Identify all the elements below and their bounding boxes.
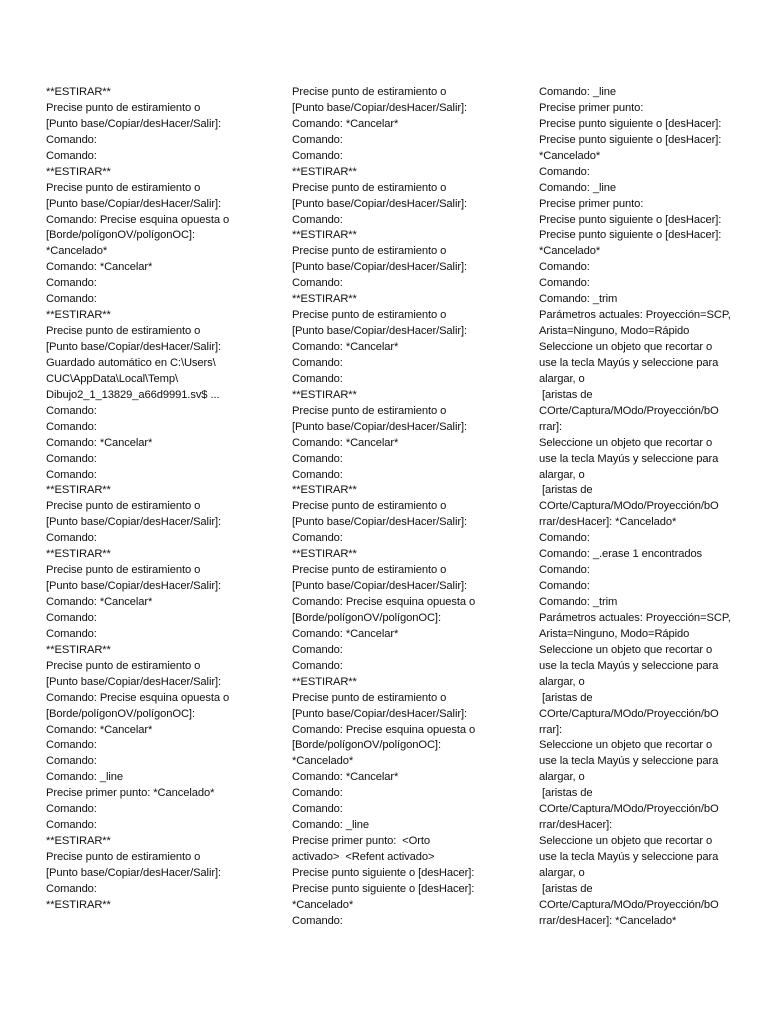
log-line: Comando: Precise esquina opuesta o: [46, 691, 230, 704]
log-line: Comando:: [292, 787, 343, 800]
log-line: *Cancelado*: [539, 149, 601, 162]
log-line: Precise punto siguiente o [desHacer]:: [539, 133, 722, 146]
log-line: **ESTIRAR**: [292, 165, 357, 178]
log-line: *Cancelado*: [292, 898, 354, 911]
log-line: [aristas de: [539, 787, 593, 800]
log-line: Comando: *Cancelar*: [46, 436, 153, 449]
log-line: [Punto base/Copiar/desHacer/Salir]:: [292, 261, 467, 274]
log-line: Comando:: [539, 564, 590, 577]
log-line: Comando: *Cancelar*: [292, 341, 399, 353]
log-line: Precise primer punto: *Cancelado*: [46, 787, 215, 800]
log-line: [Punto base/Copiar/desHacer/Salir]:: [46, 117, 221, 130]
log-line: alargar, o: [539, 866, 585, 879]
log-line: Comando:: [539, 165, 590, 178]
log-line: **ESTIRAR**: [46, 86, 111, 98]
log-line: [aristas de: [539, 882, 593, 895]
log-line: Precise punto de estiramiento o: [292, 404, 447, 417]
log-line: Comando:: [46, 404, 97, 417]
log-line: **ESTIRAR**: [46, 548, 111, 561]
log-line: Precise punto de estiramiento o: [46, 101, 201, 114]
log-line: use la tecla Mayús y seleccione para: [539, 851, 719, 863]
log-line: Comando:: [292, 659, 343, 672]
log-line: Comando:: [292, 149, 343, 162]
log-line: Comando:: [46, 819, 97, 832]
log-line: Guardado automático en C:\Users\: [46, 356, 216, 369]
log-line: **ESTIRAR**: [292, 388, 357, 401]
log-line: Dibujo2_1_13829_a66d9991.sv$ ...: [46, 388, 220, 401]
log-line: Precise punto de estiramiento o: [292, 500, 447, 513]
log-line: Comando: *Cancelar*: [292, 436, 399, 449]
log-line: Comando:: [539, 261, 590, 274]
log-line: [Punto base/Copiar/desHacer/Salir]:: [292, 516, 467, 529]
log-line: Comando: Precise esquina opuesta o: [292, 596, 476, 608]
log-line: Comando:: [46, 149, 97, 162]
log-line: Comando: _line: [46, 771, 123, 784]
log-line: Comando:: [46, 611, 97, 624]
log-line: Precise punto de estiramiento o: [292, 245, 447, 258]
log-line: Seleccione un objeto que recortar o: [539, 835, 713, 848]
log-line: Comando: _line: [292, 819, 369, 832]
log-line: Precise punto de estiramiento o: [292, 86, 447, 98]
log-line: Comando:: [46, 277, 97, 290]
log-line: **ESTIRAR**: [292, 293, 357, 306]
log-line: Precise punto siguiente o [desHacer]:: [292, 866, 475, 879]
log-line: Precise punto siguiente o [desHacer]:: [539, 117, 722, 130]
log-line: Precise punto de estiramiento o: [46, 851, 201, 863]
log-line: Precise punto siguiente o [desHacer]:: [539, 213, 722, 226]
log-line: [Punto base/Copiar/desHacer/Salir]:: [46, 866, 221, 879]
log-line: [aristas de: [539, 484, 593, 497]
log-line: Comando:: [46, 882, 97, 895]
log-line: Comando:: [46, 133, 97, 146]
log-line: [Borde/polígonOV/polígonOC]:: [46, 707, 195, 720]
log-line: [Borde/polígonOV/polígonOC]:: [292, 611, 441, 624]
log-line: **ESTIRAR**: [46, 898, 111, 911]
log-line: Comando:: [539, 580, 590, 593]
log-line: Comando:: [46, 755, 97, 768]
log-line: [aristas de: [539, 388, 593, 401]
log-line: Precise punto de estiramiento o: [292, 181, 447, 194]
log-line: Comando: _trim: [539, 596, 618, 608]
log-line: Comando:: [292, 468, 343, 481]
log-line: Comando:: [292, 914, 343, 927]
log-line: [Punto base/Copiar/desHacer/Salir]:: [46, 675, 221, 688]
log-line: [Punto base/Copiar/desHacer/Salir]:: [46, 341, 221, 353]
log-line: *Cancelado*: [292, 755, 354, 768]
log-line: Comando:: [46, 468, 97, 481]
log-line: Comando: *Cancelar*: [292, 117, 399, 130]
log-line: Seleccione un objeto que recortar o: [539, 739, 713, 752]
log-line: rrar/desHacer]: *Cancelado*: [539, 914, 677, 927]
log-line: Seleccione un objeto que recortar o: [539, 643, 713, 656]
log-line: [Borde/polígonOV/polígonOC]:: [46, 229, 195, 242]
log-line: rrar]:: [539, 420, 563, 433]
log-line: [Punto base/Copiar/desHacer/Salir]:: [292, 197, 467, 210]
log-line: [Punto base/Copiar/desHacer/Salir]:: [46, 580, 221, 593]
log-line: activado> <Refent activado>: [292, 851, 435, 863]
log-line: Comando:: [292, 372, 343, 385]
log-line: *Cancelado*: [539, 245, 601, 258]
log-line: Precise punto de estiramiento o: [46, 564, 201, 577]
log-line: rrar]:: [539, 723, 563, 736]
log-line: Precise punto siguiente o [desHacer]:: [292, 882, 475, 895]
log-line: Comando: Precise esquina opuesta o: [46, 213, 230, 226]
log-line: Seleccione un objeto que recortar o: [539, 436, 713, 449]
log-line: Comando:: [292, 532, 343, 545]
log-line: Comando:: [46, 420, 97, 433]
log-line: [Punto base/Copiar/desHacer/Salir]:: [46, 516, 221, 529]
log-line: alargar, o: [539, 675, 585, 688]
log-line: Arista=Ninguno, Modo=Rápido: [539, 325, 690, 338]
log-line: [Borde/polígonOV/polígonOC]:: [292, 739, 441, 752]
log-line: Parámetros actuales: Proyección=SCP,: [539, 309, 731, 322]
log-line: Comando: _trim: [539, 293, 618, 306]
log-line: Comando:: [292, 803, 343, 816]
log-line: rrar/desHacer]:: [539, 819, 613, 832]
log-line: [Punto base/Copiar/desHacer/Salir]:: [292, 707, 467, 720]
log-line: Comando:: [292, 133, 343, 146]
log-line: rrar/desHacer]: *Cancelado*: [539, 516, 677, 529]
log-line: **ESTIRAR**: [292, 229, 357, 242]
log-line: Comando:: [539, 532, 590, 545]
log-line: **ESTIRAR**: [46, 165, 111, 178]
log-line: *Cancelado*: [46, 245, 108, 258]
log-line: Comando: _line: [539, 181, 616, 194]
log-line: Comando:: [46, 452, 97, 465]
log-line: Seleccione un objeto que recortar o: [539, 341, 713, 353]
log-line: COrte/Captura/MOdo/Proyección/bO: [539, 898, 719, 911]
log-line: Precise punto de estiramiento o: [292, 691, 447, 704]
log-line: Comando: _.erase 1 encontrados: [539, 548, 703, 561]
log-line: alargar, o: [539, 771, 585, 784]
log-line: Comando: *Cancelar*: [292, 771, 399, 784]
log-line: [Punto base/Copiar/desHacer/Salir]:: [292, 101, 467, 114]
log-line: Precise primer punto:: [539, 101, 644, 114]
log-line: Comando:: [46, 739, 97, 752]
log-line: **ESTIRAR**: [46, 835, 111, 848]
log-line: Precise primer punto:: [539, 197, 644, 210]
log-line: Precise primer punto: <Orto: [292, 835, 431, 848]
log-line: Comando: *Cancelar*: [46, 723, 153, 736]
text-column-middle: [292, 85, 532, 930]
log-line: Comando: _line: [539, 86, 616, 98]
log-line: Comando:: [46, 532, 97, 545]
log-line: Precise punto de estiramiento o: [46, 181, 201, 194]
log-line: Parámetros actuales: Proyección=SCP,: [539, 611, 731, 624]
log-line: alargar, o: [539, 372, 585, 385]
log-line: Comando:: [46, 803, 97, 816]
log-line: Comando: *Cancelar*: [292, 627, 399, 640]
log-line: use la tecla Mayús y seleccione para: [539, 356, 719, 369]
log-line: **ESTIRAR**: [292, 484, 357, 497]
log-line: Comando: Precise esquina opuesta o: [292, 723, 476, 736]
log-line: use la tecla Mayús y seleccione para: [539, 755, 719, 768]
log-line: [Punto base/Copiar/desHacer/Salir]:: [292, 325, 467, 338]
log-line: **ESTIRAR**: [46, 309, 111, 322]
log-line: [Punto base/Copiar/desHacer/Salir]:: [292, 580, 467, 593]
log-line: use la tecla Mayús y seleccione para: [539, 452, 719, 465]
log-line: Precise punto de estiramiento o: [46, 325, 201, 338]
log-line: **ESTIRAR**: [292, 548, 357, 561]
log-line: Comando:: [46, 293, 97, 306]
log-line: use la tecla Mayús y seleccione para: [539, 659, 719, 672]
log-line: Precise punto de estiramiento o: [46, 659, 201, 672]
log-line: COrte/Captura/MOdo/Proyección/bO: [539, 707, 719, 720]
text-column-left: [46, 85, 281, 914]
log-line: **ESTIRAR**: [292, 675, 357, 688]
log-line: **ESTIRAR**: [46, 484, 111, 497]
log-line: Precise punto de estiramiento o: [292, 564, 447, 577]
log-line: [aristas de: [539, 691, 593, 704]
log-line: Comando:: [539, 277, 590, 290]
log-line: [Punto base/Copiar/desHacer/Salir]:: [292, 420, 467, 433]
log-line: alargar, o: [539, 468, 585, 481]
log-line: CUC\AppData\Local\Temp\: [46, 372, 179, 385]
text-column-right: [539, 85, 761, 930]
log-line: Comando:: [292, 213, 343, 226]
log-line: Precise punto de estiramiento o: [292, 309, 447, 322]
log-line: Precise punto siguiente o [desHacer]:: [539, 229, 722, 242]
log-line: COrte/Captura/MOdo/Proyección/bO: [539, 803, 719, 816]
log-line: Comando:: [292, 356, 343, 369]
log-line: [Punto base/Copiar/desHacer/Salir]:: [46, 197, 221, 210]
log-line: Comando: *Cancelar*: [46, 261, 153, 274]
log-line: COrte/Captura/MOdo/Proyección/bO: [539, 404, 719, 417]
log-line: Comando: *Cancelar*: [46, 596, 153, 608]
log-line: COrte/Captura/MOdo/Proyección/bO: [539, 500, 719, 513]
log-line: Arista=Ninguno, Modo=Rápido: [539, 627, 690, 640]
log-line: Precise punto de estiramiento o: [46, 500, 201, 513]
log-line: Comando:: [46, 627, 97, 640]
log-line: Comando:: [292, 643, 343, 656]
log-line: **ESTIRAR**: [46, 643, 111, 656]
log-line: Comando:: [292, 452, 343, 465]
log-line: Comando:: [292, 277, 343, 290]
